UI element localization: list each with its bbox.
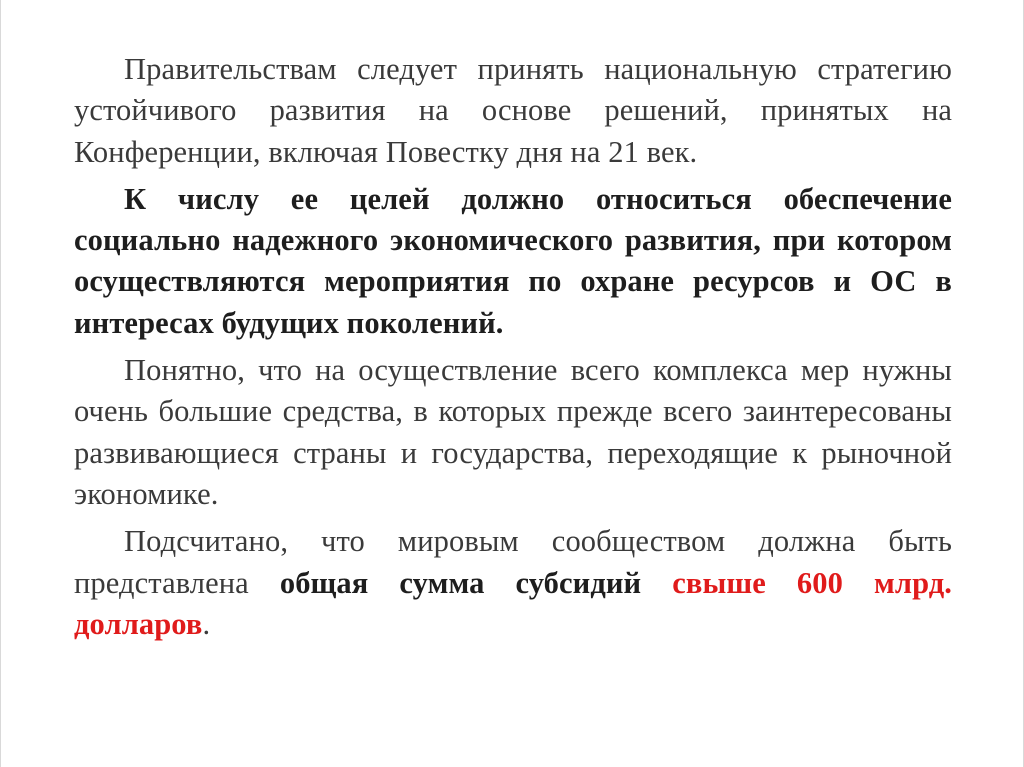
paragraph-funding: Понятно, что на осуществление всего комплекса мер нужны очень большие средства, в которых прежде всего заинтересованы развивающиеся страны и государства, переходящие к рыночной экономике. xyxy=(74,353,952,511)
paragraph-goals: К числу ее целей должно относиться обеспечение социально надежного экономического развития, при котором осуществляются мероприятия по охране ресурсов и ОС в интересах будущих поколений. xyxy=(74,181,952,340)
subsidies-total-label: общая сумма субсидий xyxy=(279,565,673,600)
subsidies-text-start: Подсчитано, что мировым сообществом должна быть представлена xyxy=(74,524,952,600)
subsidies-text-end: . xyxy=(202,606,211,641)
paragraph-strategy: Правительствам следует принять национальную стратегию устойчивого развития на основе решений, принятых на Конференции, включая Повестку дня на 21 век. xyxy=(74,52,952,169)
subsidies-amount-highlight: свыше 600 млрд. долларов xyxy=(74,565,952,641)
paragraph-subsidies xyxy=(74,521,952,645)
slide-text-body xyxy=(74,49,952,645)
